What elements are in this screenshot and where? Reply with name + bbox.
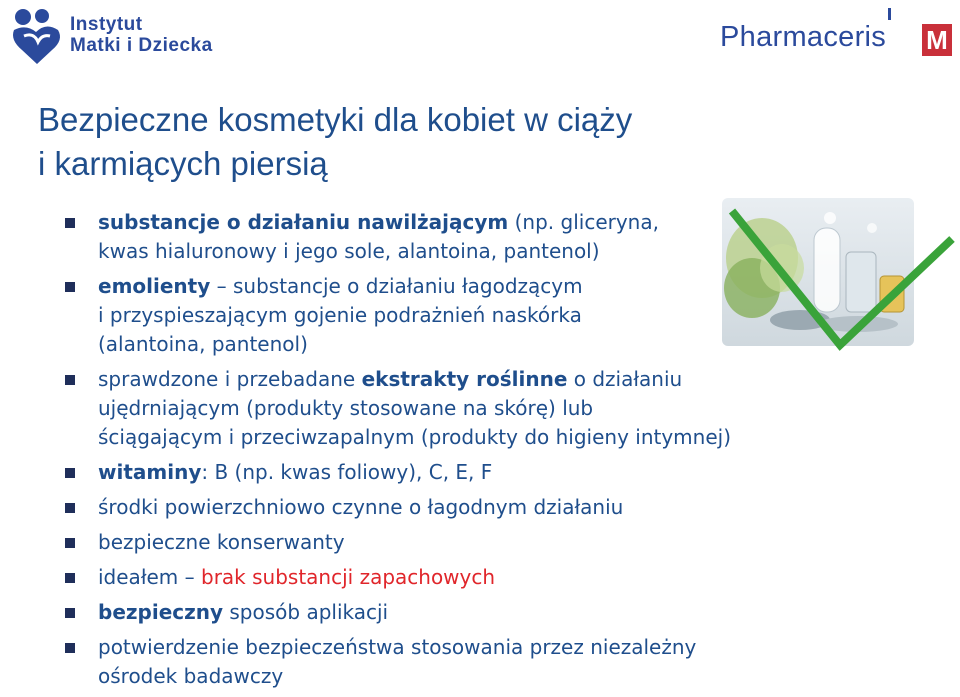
list-item (62, 458, 862, 487)
list-item (62, 208, 862, 266)
item-highlight-text: brak substancji zapachowych (201, 565, 496, 589)
item-bold-text: witaminy (98, 460, 202, 484)
item-bold-text: substancje o działaniu nawilżającym (98, 210, 509, 234)
item-bold-text: bezpieczny (98, 600, 224, 624)
square-bullet-icon (65, 608, 75, 618)
logo-accent-bar (888, 8, 891, 20)
item-text: sprawdzone i przebadane (98, 367, 362, 391)
list-item (62, 633, 862, 691)
square-bullet-icon (65, 282, 75, 292)
item-text: – substancje o działaniu łagodzącym (210, 274, 583, 298)
item-bold-text: emolienty (98, 274, 211, 298)
list-item (62, 365, 862, 452)
title-line1: Bezpieczne kosmetyki dla kobiet w ciąży (38, 101, 633, 138)
list-item (62, 528, 862, 557)
item-text: potwierdzenie bezpieczeństwa stosowania przez niezależny (98, 635, 697, 659)
square-bullet-icon (65, 538, 75, 548)
item-text: ściągającym i przeciwzapalnym (produkty do higieny intymnej) (98, 425, 732, 449)
list-item (62, 272, 862, 359)
square-bullet-icon (65, 468, 75, 478)
square-bullet-icon (65, 375, 75, 385)
item-text: sposób aplikacji (223, 600, 389, 624)
square-bullet-icon (65, 503, 75, 513)
item-text: (alantoina, pantenol) (98, 332, 308, 356)
item-text: (np. gliceryna, (508, 210, 659, 234)
list-item (62, 563, 862, 592)
square-bullet-icon (65, 573, 75, 583)
item-text: ośrodek badawczy (98, 664, 284, 688)
item-text: środki powierzchniowo czynne o łagodnym działaniu (98, 495, 624, 519)
item-text: ideałem – (98, 565, 201, 589)
instytut-logo-text (70, 14, 213, 56)
title-line2: i karmiących piersią (38, 145, 328, 182)
pharmaceris-logo (720, 8, 952, 58)
heart-people-logo-icon (8, 6, 66, 66)
item-text: o działaniu (567, 367, 683, 391)
logo-text-line1: Instytut (70, 14, 143, 35)
square-bullet-icon (65, 643, 75, 653)
square-bullet-icon (65, 218, 75, 228)
item-text: i przyspieszającym gojenie podrażnień naskórka (98, 303, 582, 327)
instytut-logo (8, 6, 238, 68)
pharmaceris-m-badge: M (922, 24, 952, 56)
slide-title (38, 98, 632, 186)
list-item (62, 493, 862, 522)
item-text: ujędrniającym (produkty stosowane na skórę) lub (98, 396, 594, 420)
item-text: kwas hialuronowy i jego sole, alantoina, pantenol) (98, 239, 600, 263)
logo-text-line2: Matki i Dziecka (70, 35, 213, 56)
item-text: bezpieczne konserwanty (98, 530, 345, 554)
item-bold-text: ekstrakty roślinne (361, 367, 568, 391)
list-item (62, 598, 862, 627)
pharmaceris-logo-text: Pharmaceris (720, 21, 887, 53)
features-list (62, 208, 862, 697)
item-text: : B (np. kwas foliowy), C, E, F (201, 460, 493, 484)
